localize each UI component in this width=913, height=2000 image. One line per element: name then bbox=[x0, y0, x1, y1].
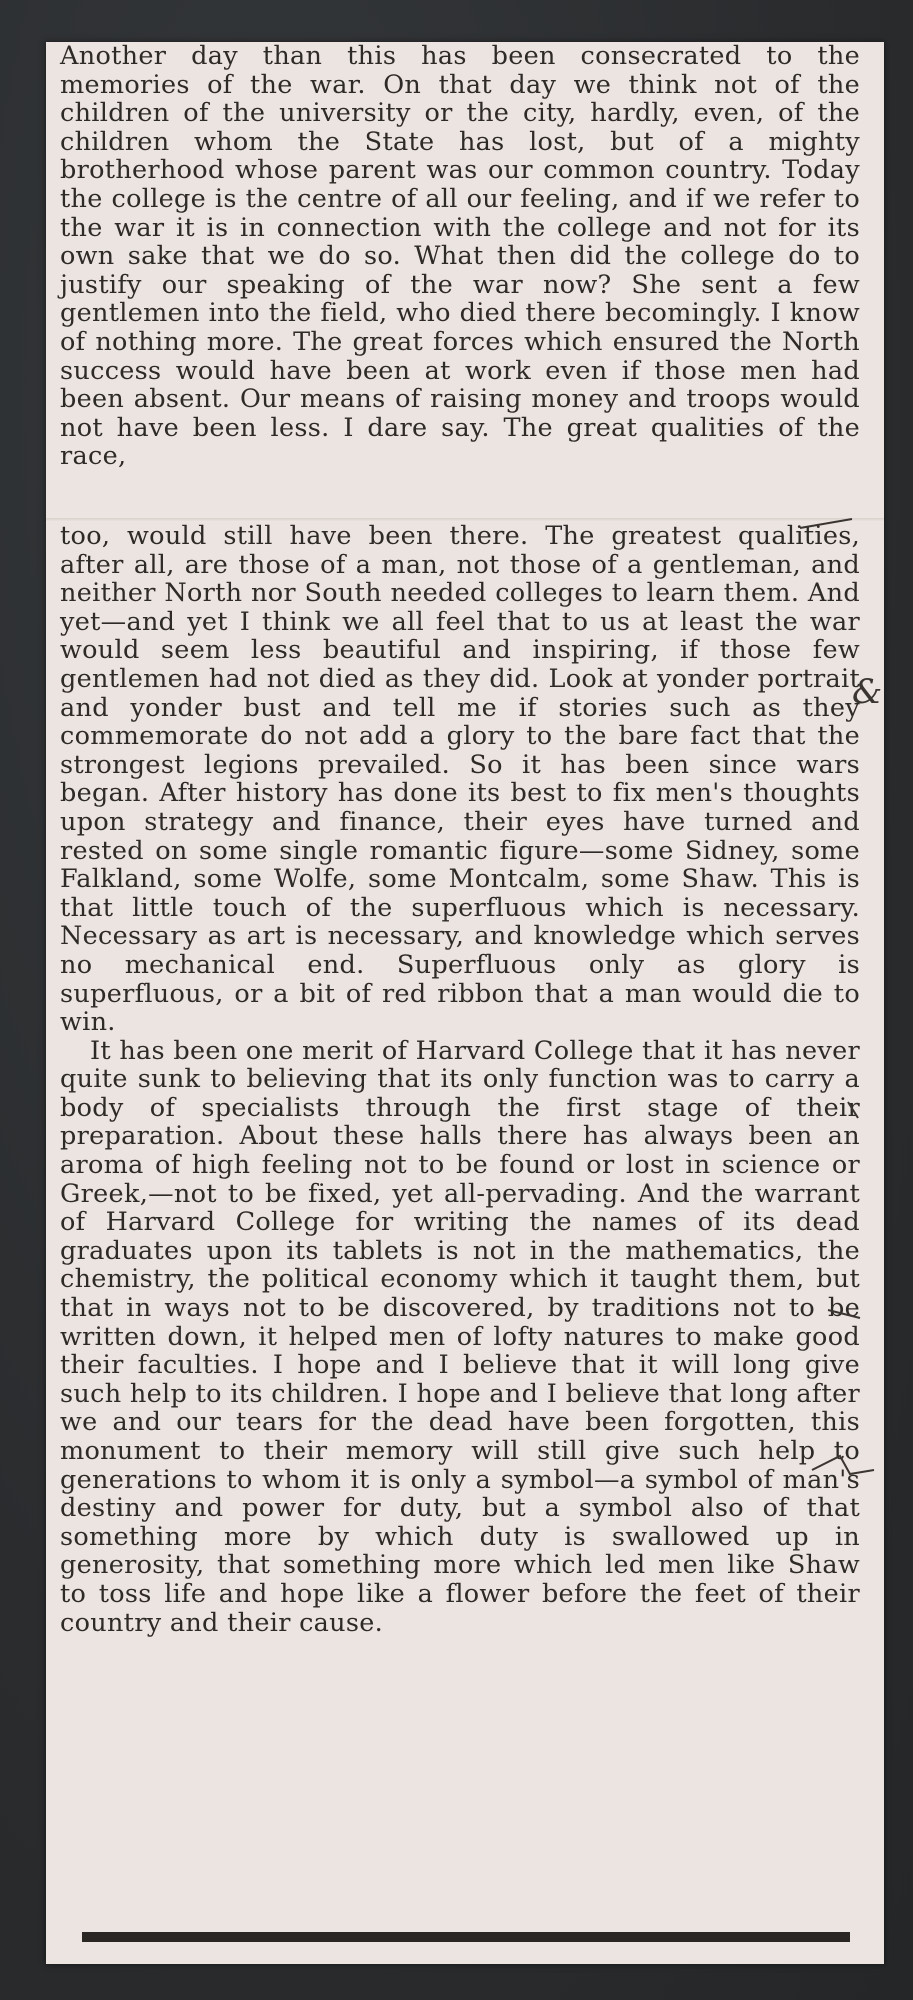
paragraph-3: It has been one merit of Harvard College that it has never quite sunk to believing that its only function was to carry a body of specialists through the first stage of their preparation. About these halls there has always been an aroma of high feeling not to be found or lost in science or Greek,—not to be fixed, yet all-pervading. And the warrant of Harvard College for writing the names of its dead graduates upon its tablets is not in the mathematics, the chemistry, the political economy which it taught them, but that in ways not to be discovered, by traditions not to be written down, it helped men of lofty natures to make good their faculties. I hope and I believe that it will long give such help to its children. I hope and I believe that long after we and our tears for the dead have been forgotten, this monument to their memory will still give such help to generations to whom it is only a symbol—a symbol of man's destiny and power for duty, but a symbol also of that something more by which duty is swallowed up in generosity, that something more which led men like Shaw to toss life and hope like a flower before the feet of their country and their cause. bbox=[60, 1035, 860, 1638]
paragraph-2: too, would still have been there. The greatest qualities, after all, are those of a man, not those of a gentleman, and neither North nor South needed colleges to learn them. And yet—and yet I think we all feel that to us at least the war would seem less beautiful and inspiring, if those few gentlemen had not died as they did. Look at yonder portrait and yonder bust and tell me if stories such as they commemorate do not add a glory to the bare fact that the strongest legions prevailed. So it has been since wars began. After history has done its best to fix men's thoughts upon strategy and finance, their eyes have turned and rested on some single romantic figure—some Sidney, some Falkland, some Wolfe, some Montcalm, some Shaw. This is that little touch of the superfluous which is necessary. Necessary as art is necessary, and knowledge which serves no mechanical end. Superfluous only as glory is superfluous, or a bit of red ribbon that a man would die to win. bbox=[60, 521, 860, 1038]
margin-ampersand: & bbox=[852, 672, 883, 712]
paragraph-1: Another day than this has been consecrated to the memories of the war. On that day we think not of the children of the university or the city, hardly, even, of the children whom the State has lost, but of a mighty brotherhood whose parent was our common country. Today the college is the centre of all our feeling, and if we refer to the war it is in connection with the college and not for its own sake that we do so. What then did the college do to justify our speaking of the war now? She sent a few gentlemen into the field, who died there becomingly. I know of nothing more. The great forces which ensured the North success would have been at work even if those men had been absent. Our means of raising money and troops would not have been less. I dare say. The great qualities of the race, bbox=[60, 42, 860, 472]
clipping-upper-piece bbox=[46, 42, 884, 520]
text-column-upper bbox=[60, 42, 860, 471]
text-column-lower bbox=[60, 522, 860, 1637]
clipping-lower-piece bbox=[46, 520, 884, 1964]
newspaper-clipping bbox=[46, 42, 884, 1964]
closing-rule bbox=[82, 1932, 850, 1942]
